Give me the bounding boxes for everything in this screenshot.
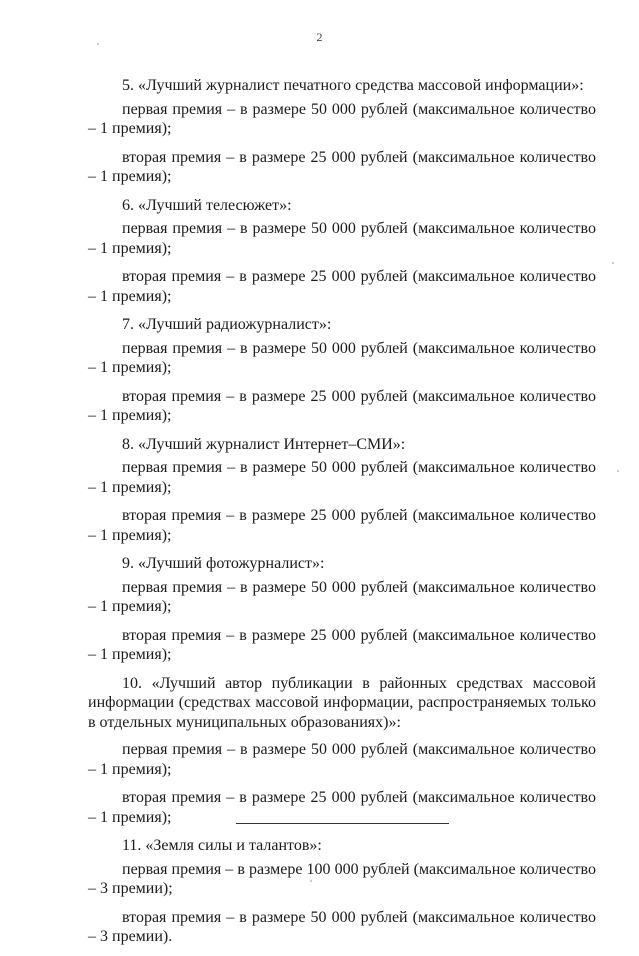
second-prize-text: вторая премия – в размере 25 000 рублей (максимальное количество – 1 премия); [88, 626, 596, 663]
nomination-5 [88, 76, 596, 187]
nomination-heading: 7. «Лучший радиожурналист»: [122, 316, 332, 333]
first-prize-text: первая премия – в размере 50 000 рублей (максимальное количество – 1 премия); [88, 741, 596, 778]
nomination-10 [88, 674, 596, 828]
second-prize-text: вторая премия – в размере 50 000 рублей (максимальное количество – 3 премии). [88, 908, 596, 945]
first-prize-text: первая премия – в размере 50 000 рублей (максимальное количество – 1 премия); [88, 339, 596, 376]
first-prize-text: первая премия – в размере 50 000 рублей (максимальное количество – 1 премия); [88, 100, 596, 137]
scan-speck [617, 470, 619, 472]
scan-speck [612, 262, 614, 264]
closing-divider-line [236, 823, 449, 824]
second-prize-text: вторая премия – в размере 25 000 рублей (максимальное количество – 1 премия); [88, 268, 596, 305]
second-prize-text: вторая премия – в размере 25 000 рублей (максимальное количество – 1 премия); [88, 507, 596, 544]
second-prize-text: вторая премия – в размере 25 000 рублей (максимальное количество – 1 премия); [88, 387, 596, 424]
second-prize-text: вторая премия – в размере 25 000 рублей (максимальное количество – 1 премия); [88, 789, 596, 826]
nomination-heading: 6. «Лучший телесюжет»: [122, 196, 292, 214]
first-prize-text: первая премия – в размере 50 000 рублей (максимальное количество – 1 премия); [88, 220, 596, 257]
nomination-7 [88, 315, 596, 426]
first-prize-text: первая премия – в размере 50 000 рублей (максимальное количество – 1 премия); [88, 459, 596, 496]
first-prize-text: первая премия – в размере 100 000 рублей (максимальное количество – 3 премии); [88, 860, 596, 897]
nomination-heading: 5. «Лучший журналист печатного средства массовой информации»: [122, 77, 584, 94]
nomination-heading: 10. «Лучший автор публикации в районных средствах массовой информации (средствах массовой информации, распространяемых только в отдельных муниципальных образованиях)»: [88, 674, 596, 731]
scan-speck [310, 880, 312, 882]
scan-speck [97, 43, 99, 45]
page-number: 2 [316, 30, 323, 44]
nomination-9 [88, 554, 596, 665]
nomination-heading: 9. «Лучший фотожурналист»: [122, 555, 325, 572]
second-prize-text: вторая премия – в размере 25 000 рублей (максимальное количество – 1 премия); [88, 148, 596, 185]
first-prize-text: первая премия – в размере 50 000 рублей (максимальное количество – 1 премия); [88, 578, 596, 615]
nomination-8 [88, 435, 596, 546]
nomination-6 [88, 196, 596, 307]
nomination-heading: 8. «Лучший журналист Интернет–СМИ»: [122, 435, 406, 453]
nomination-heading: 11. «Земля силы и талантов»: [122, 837, 322, 854]
nomination-11 [88, 836, 596, 947]
